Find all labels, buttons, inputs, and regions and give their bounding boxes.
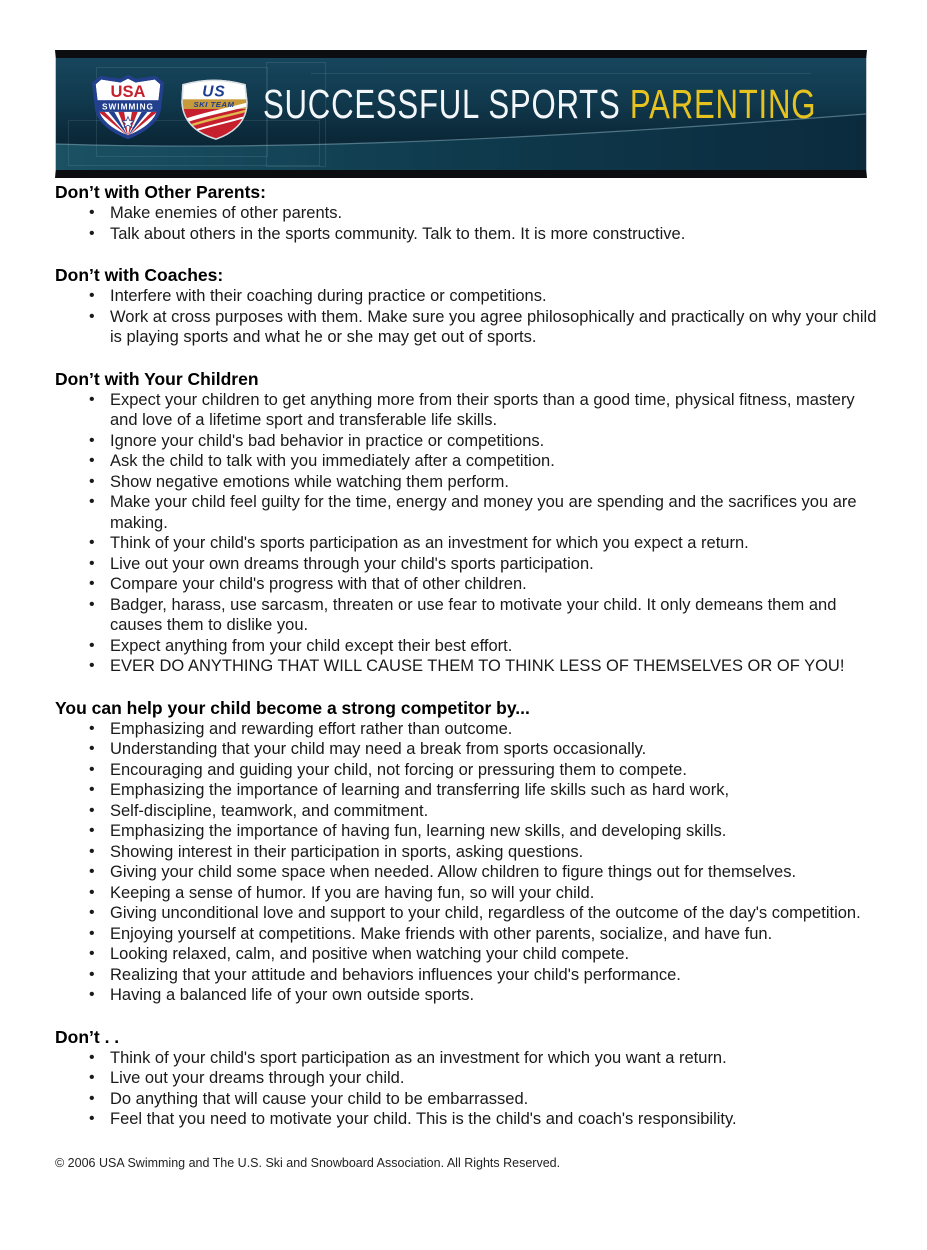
bullet-icon bbox=[89, 573, 95, 595]
section-heading: You can help your child become a strong competitor by... bbox=[55, 697, 530, 718]
bullet-item bbox=[55, 760, 882, 781]
bullet-icon bbox=[89, 779, 95, 801]
bullet-icon bbox=[89, 861, 95, 883]
us-ski-team-logo bbox=[177, 77, 251, 141]
bullet-text: Giving unconditional love and support to your child, regardless of the outcome of the day's competition. bbox=[110, 904, 861, 922]
banner-background bbox=[56, 58, 866, 170]
bullet-icon bbox=[89, 718, 95, 740]
bullet-item bbox=[55, 224, 882, 245]
banner-title bbox=[263, 81, 866, 127]
bullet-item bbox=[55, 985, 882, 1006]
bullet-icon bbox=[89, 553, 95, 575]
bullet-item bbox=[55, 719, 882, 740]
bullet-icon bbox=[89, 738, 95, 760]
bullet-icon bbox=[89, 491, 95, 513]
bullet-icon bbox=[89, 655, 95, 677]
bullet-list bbox=[55, 1048, 882, 1130]
bullet-text: Think of your child's sport participation as an investment for which you want a return. bbox=[110, 1048, 727, 1067]
bullet-list bbox=[55, 286, 882, 348]
section bbox=[55, 182, 882, 244]
bullet-icon bbox=[89, 202, 95, 224]
bullet-text: Compare your child's progress with that of other children. bbox=[110, 575, 527, 593]
section-heading: Don’t with Coaches: bbox=[55, 265, 224, 285]
bullet-icon bbox=[89, 450, 95, 472]
bullet-text: Realizing that your attitude and behaviors influences your child's performance. bbox=[110, 965, 681, 984]
banner-title-white: SUCCESSFUL SPORTS bbox=[263, 81, 630, 127]
bullet-text: Do anything that will cause your child to be embarrassed. bbox=[110, 1089, 529, 1108]
bullet-text: Talk about others in the sports community. Talk to them. It is more constructive. bbox=[110, 224, 686, 243]
bullet-item bbox=[55, 554, 882, 575]
usa-swimming-logo-text-top: USA bbox=[110, 82, 146, 102]
bullet-item bbox=[55, 842, 882, 863]
header-banner bbox=[55, 50, 867, 178]
bullet-text: Make enemies of other parents. bbox=[110, 204, 343, 222]
bullet-item bbox=[55, 1089, 882, 1110]
bullet-text: Keeping a sense of humor. If you are having fun, so will your child. bbox=[110, 883, 595, 902]
bullet-item bbox=[55, 451, 882, 472]
section bbox=[55, 369, 882, 677]
bullet-item bbox=[55, 574, 882, 595]
bullet-item bbox=[55, 821, 882, 842]
section-heading: Don’t with Your Children bbox=[55, 368, 259, 389]
bullet-item bbox=[55, 801, 882, 822]
bullet-item bbox=[55, 533, 882, 554]
bullet-list bbox=[55, 719, 882, 1006]
bullet-icon bbox=[89, 306, 95, 328]
bullet-list bbox=[55, 203, 882, 244]
bullet-icon bbox=[89, 820, 95, 842]
bullet-icon bbox=[89, 285, 95, 307]
bullet-item bbox=[55, 595, 882, 636]
bullet-icon bbox=[89, 223, 95, 245]
section bbox=[55, 1027, 882, 1130]
banner-grid-decoration bbox=[311, 73, 811, 74]
bullet-item bbox=[55, 390, 882, 431]
bullet-text: Looking relaxed, calm, and positive when watching your child compete. bbox=[110, 945, 630, 963]
bullet-text: Ask the child to talk with you immediately after a competition. bbox=[110, 452, 555, 470]
bullet-text: Expect your children to get anything more from their sports than a good time, physical fitness, mastery and love of a lifetime sport and transferable life skills. bbox=[110, 390, 855, 429]
bullet-icon bbox=[89, 902, 95, 924]
bullet-icon bbox=[89, 635, 95, 657]
bullet-text: Live out your own dreams through your child's sports participation. bbox=[110, 554, 594, 573]
bullet-text: Showing interest in their participation in sports, asking questions. bbox=[110, 842, 584, 861]
us-ski-team-logo-text-top: US bbox=[202, 83, 226, 101]
bullet-text: Self-discipline, teamwork, and commitment. bbox=[110, 801, 429, 820]
bullet-text: Ignore your child's bad behavior in practice or competitions. bbox=[110, 431, 545, 450]
bullet-text: Having a balanced life of your own outside sports. bbox=[110, 986, 475, 1004]
bullet-item bbox=[55, 203, 882, 224]
bullet-item bbox=[55, 924, 882, 945]
bullet-item bbox=[55, 862, 882, 883]
bullet-icon bbox=[89, 532, 95, 554]
bullet-item bbox=[55, 739, 882, 760]
us-ski-team-logo-text-band: SKI TEAM bbox=[193, 100, 235, 110]
bullet-item bbox=[55, 307, 882, 348]
bullet-icon bbox=[89, 389, 95, 411]
bullet-icon bbox=[89, 841, 95, 863]
bullet-item bbox=[55, 965, 882, 986]
bullet-item bbox=[55, 780, 882, 801]
bullet-icon bbox=[89, 759, 95, 781]
banner-title-yellow: PARENTING bbox=[629, 81, 817, 127]
bullet-icon bbox=[89, 1108, 95, 1130]
bullet-item bbox=[55, 492, 882, 533]
bullet-icon bbox=[89, 430, 95, 452]
bullet-text: Work at cross purposes with them. Make sure you agree philosophically and practically on why your child is playing sports and what he or she may get out of sports. bbox=[110, 307, 877, 346]
copyright-text: © 2006 USA Swimming and The U.S. Ski and Snowboard Association. All Rights Reserved. bbox=[55, 1155, 561, 1170]
bullet-text: Make your child feel guilty for the time, energy and money you are spending and the sacrifices you are making. bbox=[110, 493, 857, 532]
section bbox=[55, 698, 882, 1006]
bullet-item bbox=[55, 883, 882, 904]
section-heading: Don’t . . bbox=[55, 1026, 120, 1047]
bullet-text: Badger, harass, use sarcasm, threaten or use fear to motivate your child. It only demeans them and causes them to dislike you. bbox=[110, 595, 837, 634]
bullet-text: Expect anything from your child except their best effort. bbox=[110, 636, 513, 655]
bullet-icon bbox=[89, 594, 95, 616]
section-heading: Don’t with Other Parents: bbox=[55, 182, 266, 202]
bullet-text: Emphasizing the importance of having fun, learning new skills, and developing skills. bbox=[110, 822, 727, 840]
bullet-item bbox=[55, 1068, 882, 1089]
bullet-text: Emphasizing the importance of learning and transferring life skills such as hard work, bbox=[110, 781, 730, 799]
usa-swimming-logo-text-band: SWIMMING bbox=[102, 102, 154, 112]
bullet-text: Think of your child's sports participation as an investment for which you expect a return. bbox=[110, 534, 749, 552]
sections bbox=[0, 178, 927, 1130]
bullet-text: Interfere with their coaching during practice or competitions. bbox=[110, 287, 547, 305]
bullet-item bbox=[55, 472, 882, 493]
bullet-item bbox=[55, 1048, 882, 1069]
bullet-icon bbox=[89, 471, 95, 493]
bullet-list bbox=[55, 390, 882, 677]
bullet-item bbox=[55, 286, 882, 307]
bullet-icon bbox=[89, 943, 95, 965]
bullet-icon bbox=[89, 1067, 95, 1089]
bullet-text: Emphasizing and rewarding effort rather than outcome. bbox=[110, 719, 513, 738]
bullet-icon bbox=[89, 800, 95, 822]
bullet-item bbox=[55, 944, 882, 965]
bullet-item bbox=[55, 903, 882, 924]
bullet-text: Live out your dreams through your child. bbox=[110, 1069, 405, 1087]
bullet-icon bbox=[89, 882, 95, 904]
bullet-item bbox=[55, 636, 882, 657]
bullet-text: Giving your child some space when needed. Allow children to figure things out for themselves. bbox=[110, 863, 797, 881]
bullet-icon bbox=[89, 984, 95, 1006]
bullet-icon bbox=[89, 964, 95, 986]
bullet-text: Enjoying yourself at competitions. Make friends with other parents, socialize, and have fun. bbox=[110, 924, 773, 943]
bullet-item bbox=[55, 431, 882, 452]
bullet-text: Feel that you need to motivate your child. This is the child's and coach's responsibility. bbox=[110, 1110, 737, 1128]
bullet-item bbox=[55, 1109, 882, 1130]
bullet-icon bbox=[89, 1088, 95, 1110]
bullet-icon bbox=[89, 1047, 95, 1069]
bullet-text: Understanding that your child may need a break from sports occasionally. bbox=[110, 740, 647, 758]
bullet-item bbox=[55, 656, 882, 677]
bullet-text: Show negative emotions while watching them perform. bbox=[110, 472, 509, 491]
usa-swimming-logo bbox=[89, 73, 167, 141]
bullet-text: Encouraging and guiding your child, not forcing or pressuring them to compete. bbox=[110, 760, 687, 779]
bullet-text: EVER DO ANYTHING THAT WILL CAUSE THEM TO THINK LESS OF THEMSELVES OR OF YOU! bbox=[110, 657, 845, 675]
section bbox=[55, 265, 882, 348]
bullet-icon bbox=[89, 923, 95, 945]
